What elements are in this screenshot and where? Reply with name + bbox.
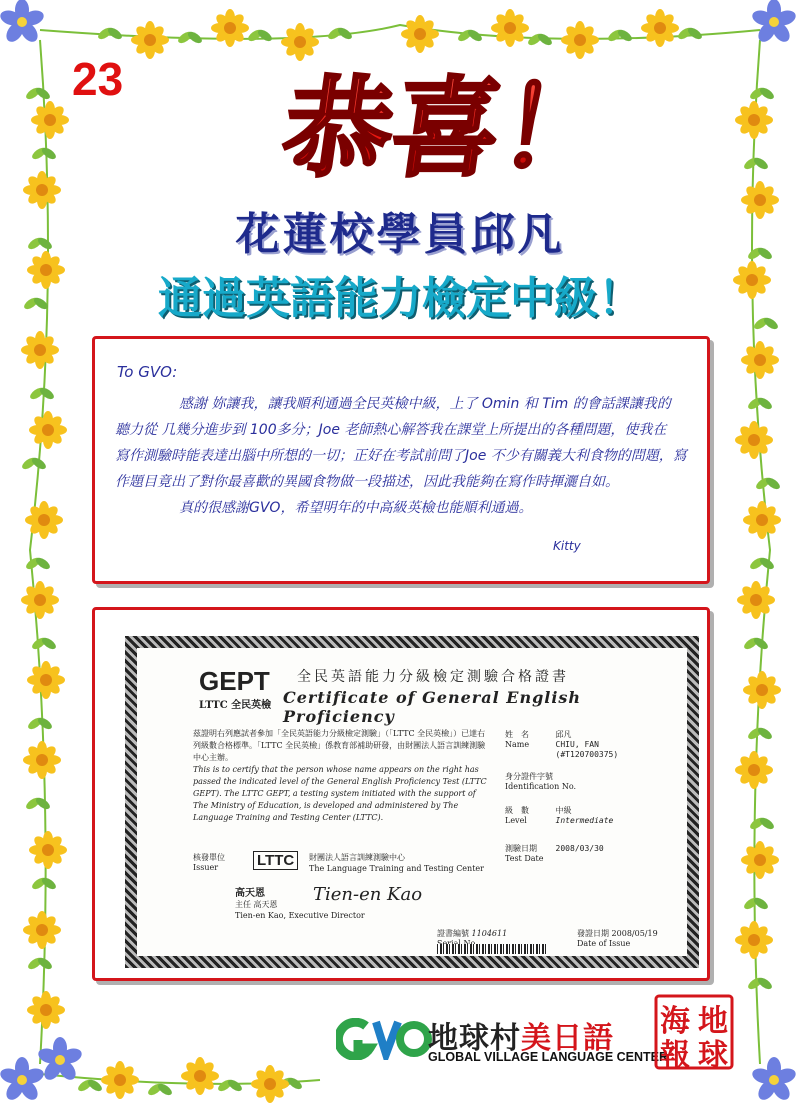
issuer-label-en: Issuer [193,863,219,872]
statement-en: This is to certify that the person whose name appears on the right has passed the indicated level of the General English Proficiency Test (LTTC GEPT). The LTTC GEPT, a testing system initiated with the support of The Ministry of Education, is developed and administered by The Language Training and Testing Center (LTTC). [193,765,487,822]
statement-zh: 茲證明右列應試者參加「全民英語能力分級檢定測驗」（「LTTC 全民英檢」）已達右列級數合格標準。「LTTC 全民英檢」係教育部補助研發，由財團法人語言訓練測驗中心主辦。 [193,729,486,762]
poster-seal-stamp [654,994,734,1073]
headline-congrats [240,48,640,208]
gvo-logo-icon [336,1018,432,1060]
issuer-label [193,852,225,872]
letter-line: 寫作測驗時能表達出腦中所想的一切；正好在考試前問了Joe 不少有關義大利食物的問題，寫 [115,448,687,464]
seal-char: 報 [660,1038,690,1073]
letter-line: 作題目竟出了對你最喜歡的異國食物做一段描述，因此我能夠在寫作時揮灑自如。 [115,474,619,490]
brand-zh-part2: 美日語 [521,1021,614,1056]
issuer-name-en: The Language Training and Testing Center [309,864,484,873]
letter-greeting: To GVO: [117,363,178,381]
field-test-date [505,844,604,864]
director-signature: Tien-en Kao [313,884,423,905]
issuer-name [309,852,484,874]
thank-you-letter [92,336,710,584]
field-name [505,730,618,760]
gept-logo-text: GEPT [199,666,270,696]
level-label-zh: 級 數 [505,806,529,815]
name-label-zh: 姓 名 [505,730,529,739]
serial-label-zh: 證書編號 [437,929,469,938]
seal-char: 球 [698,1038,728,1073]
issue-label-en: Date of Issue [577,939,631,948]
date-label-zh: 測驗日期 [505,844,537,853]
issuer-name-zh: 財團法人語言訓練測驗中心 [309,853,405,862]
gept-logo [199,666,273,711]
id-label-zh: 身分證件字號 [505,772,553,781]
id-label-en: Identification No. [505,782,577,791]
certificate-statement [193,728,493,824]
director-title-zh: 主任 高天恩 [235,900,278,909]
headline-text: 恭喜！ [275,64,618,192]
certificate-panel [92,607,710,981]
name-en: CHIU, FAN [555,740,599,749]
lttc-logo: LTTC [253,851,298,870]
level-zh: 中級 [555,806,572,815]
field-identification [505,772,576,792]
letter-line: 真的很感謝GVO，希望明年的中高級英檢也能順利通過。 [179,500,533,516]
serial-value: 1104611 [471,929,508,938]
letter-line: 聽力從 几幾分進步到 100多分；Joe 老師熱心解答我在課堂上所提出的各種問題，使我在 [115,422,667,438]
certificate-title-en: Certificate of General English Proficiency [283,688,582,726]
issue-date-value: 2008/05/19 [611,929,658,938]
director-name-en: Tien-en Kao, Executive Director [235,911,365,920]
director-name-zh: 高天恩 [235,888,265,899]
certificate-title-zh: 全民英語能力分級檢定測驗合格證書 [297,669,569,685]
name-zh: 邱凡 [555,730,572,739]
title-achievement: 通過英語能力檢定中級！ [158,273,642,324]
field-level [505,806,613,826]
test-date: 2008/03/30 [555,844,604,853]
seal-char: 海 [660,1004,690,1039]
issue-date [577,928,658,948]
seal-char: 地 [698,1004,728,1039]
letter-line: 感謝 妳讓我，讓我順利通過全民英檢中級，上了 Omin 和 Tim 的會話課讓我的 [179,396,671,412]
level-en: Intermediate [555,816,614,825]
brand-name-en: GLOBAL VILLAGE LANGUAGE CENTER [428,1050,669,1064]
issuer-label-zh: 核發單位 [193,853,225,862]
name-id: (#T120700375) [555,750,619,759]
poster-number: 23 [72,53,124,105]
title-student: 花蓮校學員邱凡 [235,209,565,260]
certificate [125,636,699,968]
name-label-en: Name [505,740,530,749]
barcode [437,944,547,954]
gept-logo-sub: LTTC 全民英檢 [199,700,272,711]
issue-label-zh: 發證日期 [577,929,609,938]
letter-signature: Kitty [553,539,581,553]
brand-zh-part1: 地球村 [428,1021,521,1056]
letter-body [115,391,695,521]
date-label-en: Test Date [505,854,544,863]
level-label-en: Level [505,816,527,825]
